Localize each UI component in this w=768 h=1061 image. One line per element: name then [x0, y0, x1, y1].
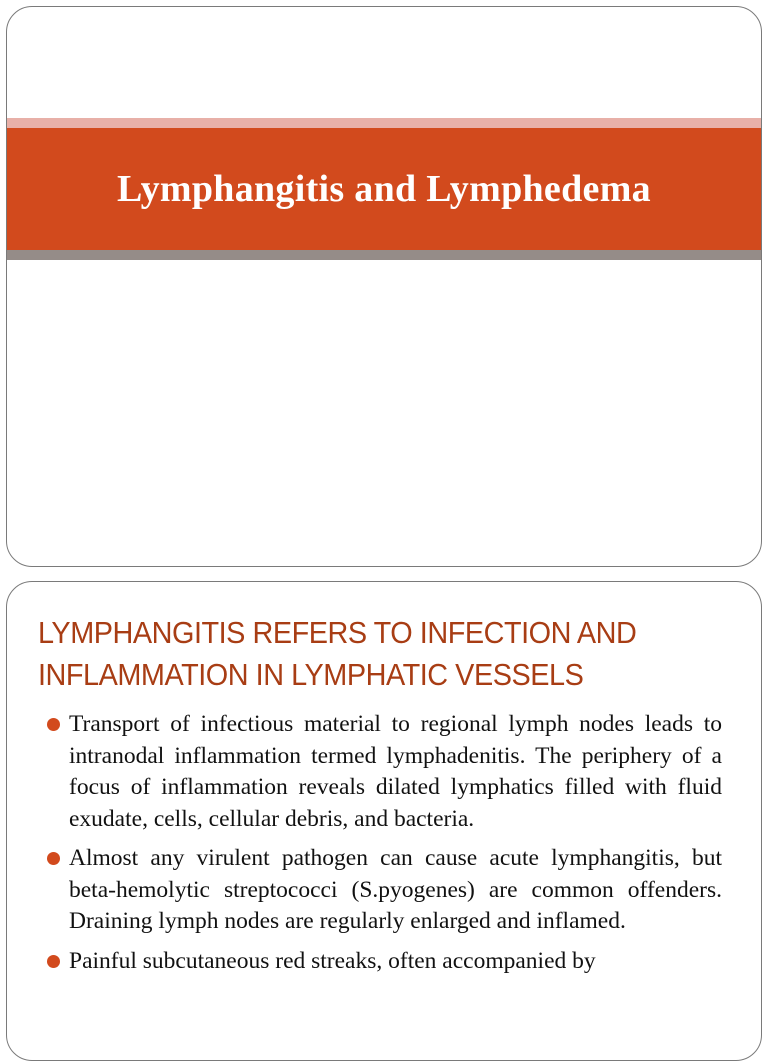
title-band-top-stripe [7, 118, 761, 128]
slide-heading-line-1: LYMPHANGITIS REFERS TO INFECTION AND [38, 615, 637, 650]
slide-title: Lymphangitis and Lymphedema [117, 168, 651, 210]
bullet-text: Transport of infectious material to regional lymph nodes leads to intranodal inflammation termed lymphadenitis. The periphery of a focus of inflammation reveals dilated lymphatics filled with fluid exudate, cells, cellular debris, and bacteria. [69, 711, 722, 832]
slide-heading [38, 612, 745, 696]
bullet-dot-icon [47, 718, 60, 731]
bullet-item [47, 843, 722, 938]
slide-heading-line-2: INFLAMMATION IN LYMPHATIC VESSELS [38, 657, 584, 692]
bullet-list [47, 709, 722, 985]
title-band-bottom-stripe [7, 250, 761, 260]
content-slide [6, 581, 762, 1061]
bullet-item [47, 709, 722, 835]
bullet-text: Almost any virulent pathogen can cause acute lymphangitis, but beta-hemolytic streptococci (S.pyogenes) are common offenders. Draining lymph nodes are regularly enlarged and inflamed. [69, 845, 722, 934]
title-slide [6, 6, 762, 567]
bullet-dot-icon [47, 955, 60, 968]
bullet-item [47, 946, 722, 978]
title-band [7, 128, 761, 250]
bullet-dot-icon [47, 852, 60, 865]
bullet-text: Painful subcutaneous red streaks, often accompanied by [69, 947, 596, 974]
